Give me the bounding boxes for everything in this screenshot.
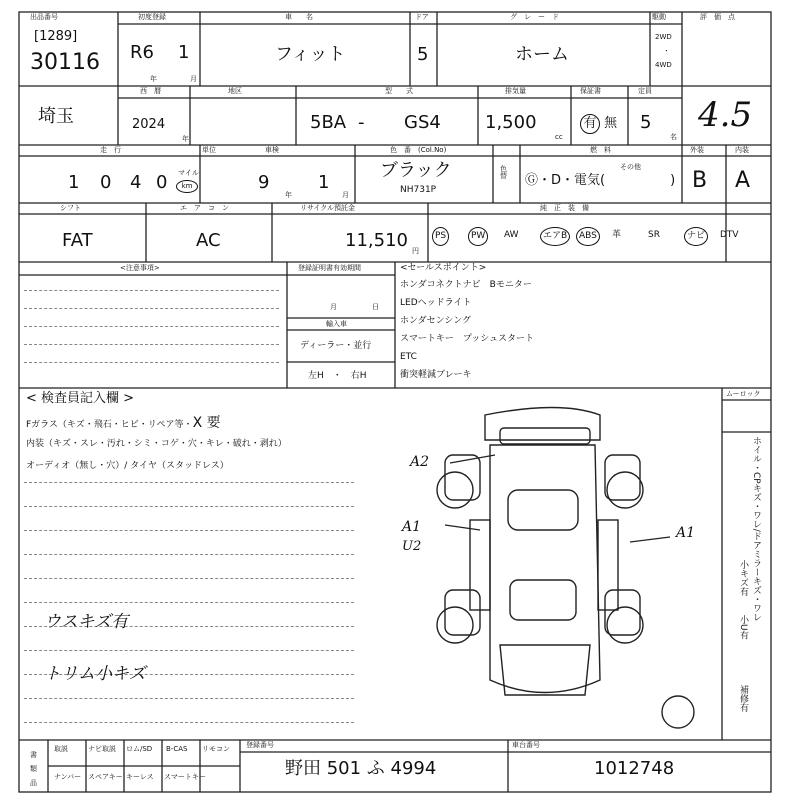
equipment-item: エアB: [540, 227, 570, 246]
region-value: 埼玉: [38, 106, 74, 127]
chassis-number: 1012748: [594, 758, 675, 779]
drive-header: 駆動: [652, 13, 666, 21]
sales-point-6: 衝突軽減ブレーキ: [400, 370, 472, 380]
sales-point-4: スマートキー プッシュスタート: [400, 334, 535, 344]
score-value: 4.5: [698, 95, 753, 135]
color-code: NH731P: [400, 185, 437, 195]
right-repaired: 補修有: [738, 685, 748, 712]
color-name: ブラック: [380, 160, 452, 181]
right-small-scratch: 小キズ有: [738, 560, 748, 596]
score-header: 評 価 点: [700, 13, 735, 21]
reg-date-header: 初度登録: [138, 13, 166, 21]
auction-sheet: 出品番号 初度登録 車 名 ドア グ レ ー ド 駆動 評 価 点 [1289] 30116 R6 1 年 月 フィット 5 ホーム 2WD ・ 4WD 4.5 西 暦 地区 型 式 排気量 保証書 定員 埼玉 2024 年 5BA - GS4 1,500 cc 有 無 5 名 走 行 単位 車検 色 番 (Col.No) 燃 料 外装 内装 1 0 4 0 マイル km 9 1 年 月 ブラック NH731P 色替 その他 Ⓖ・D・電気( ) B A シフト エ ア コ ン リサイクル預託金 純 正 装 備 FAT AC 11,510 円 PS PW AW エアB ABS 革 SR ナビ DTV <注意事項> 登録証明書有効期間 月 日 輸入車 ディーラー・並行 左H ・ 右H <セールスポイント> ホンダコネクトナビ Bモニター LEDヘッドライト ホンダセンシング スマートキー プッシュスタート ETC 衝突軽減ブレーキ < 検査員記入欄 > Fガラス（キズ・飛石・ヒビ・リペア等・X 要 内装（キズ・スレ・汚れ・シミ・コゲ・穴・キレ・破れ・剥れ） オーディオ（無し・穴）/ タイヤ（スタッドレス） ウスキズ有 トリム小キズ A2 A1 U2 A1 ムーロック ホイル・CPキズ・ワレ/ドアミラーキズ・ワレ 小キズ有 小U有 補修有 書類品 取説 ナビ取説 ロム/SD B-CAS リモコン ナンバー スペアキー キーレス スマートキー 登録番号 車台番号 野田 501 ふ 4994 1012748: [0, 0, 800, 800]
registration-month: 1: [178, 42, 190, 63]
license-plate: 野田 501 ふ 4994: [285, 758, 437, 779]
inspector-heading: < 検査員記入欄 >: [26, 391, 135, 406]
equipment-item: DTV: [720, 230, 739, 240]
mark-u2: U2: [402, 539, 422, 554]
exterior-grade: B: [692, 168, 708, 193]
equipment-item: ナビ: [684, 227, 708, 246]
inspector-line-1: Fガラス（キズ・飛石・ヒビ・リペア等・X 要: [26, 415, 221, 431]
model-year: 2024: [132, 117, 166, 132]
drive-2wd: 2WD: [655, 33, 672, 41]
handwritten-note-1: ウスキズ有: [44, 612, 129, 632]
sales-point-1: ホンダコネクトナビ Bモニター: [400, 280, 532, 290]
equipment-item: 革: [612, 230, 622, 240]
inspector-line-2: 内装（キズ・スレ・汚れ・シミ・コゲ・穴・キレ・破れ・剥れ）: [26, 439, 287, 449]
lot-bracket-number: [1289]: [34, 29, 78, 44]
handle-side: 左H ・ 右H: [308, 371, 367, 381]
mileage-digit-2: 0: [100, 172, 112, 193]
car-diagram: [400, 400, 720, 740]
warranty-options: 有 無: [580, 114, 617, 134]
lot-number: 30116: [30, 50, 100, 75]
drive-4wd: 4WD: [655, 61, 672, 69]
sales-point-3: ホンダセンシング: [400, 316, 472, 326]
equipment-item: PS: [432, 227, 449, 246]
inspector-line-3: オーディオ（無し・穴）/ タイヤ（スタッドレス）: [26, 461, 229, 471]
sales-point-5: ETC: [400, 352, 417, 362]
inspection-year: 9: [258, 172, 270, 193]
mileage-digit-3: 4: [130, 172, 142, 193]
grade-header: グ レ ー ド: [510, 13, 559, 21]
mileage-digit-1: 1: [68, 172, 80, 193]
import-dealer: ディーラー・並行: [300, 341, 372, 351]
model-code: GS4: [404, 112, 441, 133]
shift-value: FAT: [62, 230, 93, 251]
aircon-value: AC: [196, 230, 221, 251]
equipment-item: SR: [648, 230, 660, 240]
equipment-item: PW: [468, 227, 488, 246]
wheel-mirror-note: ホイル・CPキズ・ワレ/ドアミラーキズ・ワレ: [751, 436, 761, 622]
mark-a2: A2: [410, 454, 430, 470]
doors-header: ドア: [415, 13, 429, 21]
recycle-value: 11,510: [345, 230, 408, 251]
km-unit-circle: km: [176, 180, 198, 193]
grade-value: ホーム: [515, 44, 569, 65]
displacement-value: 1,500: [485, 112, 537, 133]
car-name-header: 車 名: [285, 13, 313, 21]
inspection-month: 1: [318, 172, 330, 193]
docs-label: 書類品: [30, 751, 37, 787]
fuel-options: Ⓖ・D・電気( ): [525, 173, 676, 188]
equipment-list: [432, 224, 768, 254]
door-count: 5: [417, 44, 429, 65]
sales-point-2: LEDヘッドライト: [400, 298, 472, 308]
moon-roof-label: ムーロック: [726, 390, 761, 398]
interior-grade: A: [735, 168, 751, 193]
mark-a1-left: A1: [402, 519, 422, 535]
equipment-item: AW: [504, 230, 519, 240]
equipment-item: ABS: [576, 227, 600, 246]
model-prefix: 5BA: [310, 112, 347, 133]
capacity-value: 5: [640, 112, 652, 133]
car-name: フィット: [275, 44, 346, 65]
right-small-dent: 小U有: [738, 615, 748, 640]
mark-a1-right: A1: [676, 525, 696, 541]
lot-header: 出品番号: [30, 13, 58, 21]
mileage-digit-4: 0: [156, 172, 168, 193]
handwritten-note-2: トリム小キズ: [44, 664, 146, 684]
registration-era: R6: [130, 42, 154, 63]
